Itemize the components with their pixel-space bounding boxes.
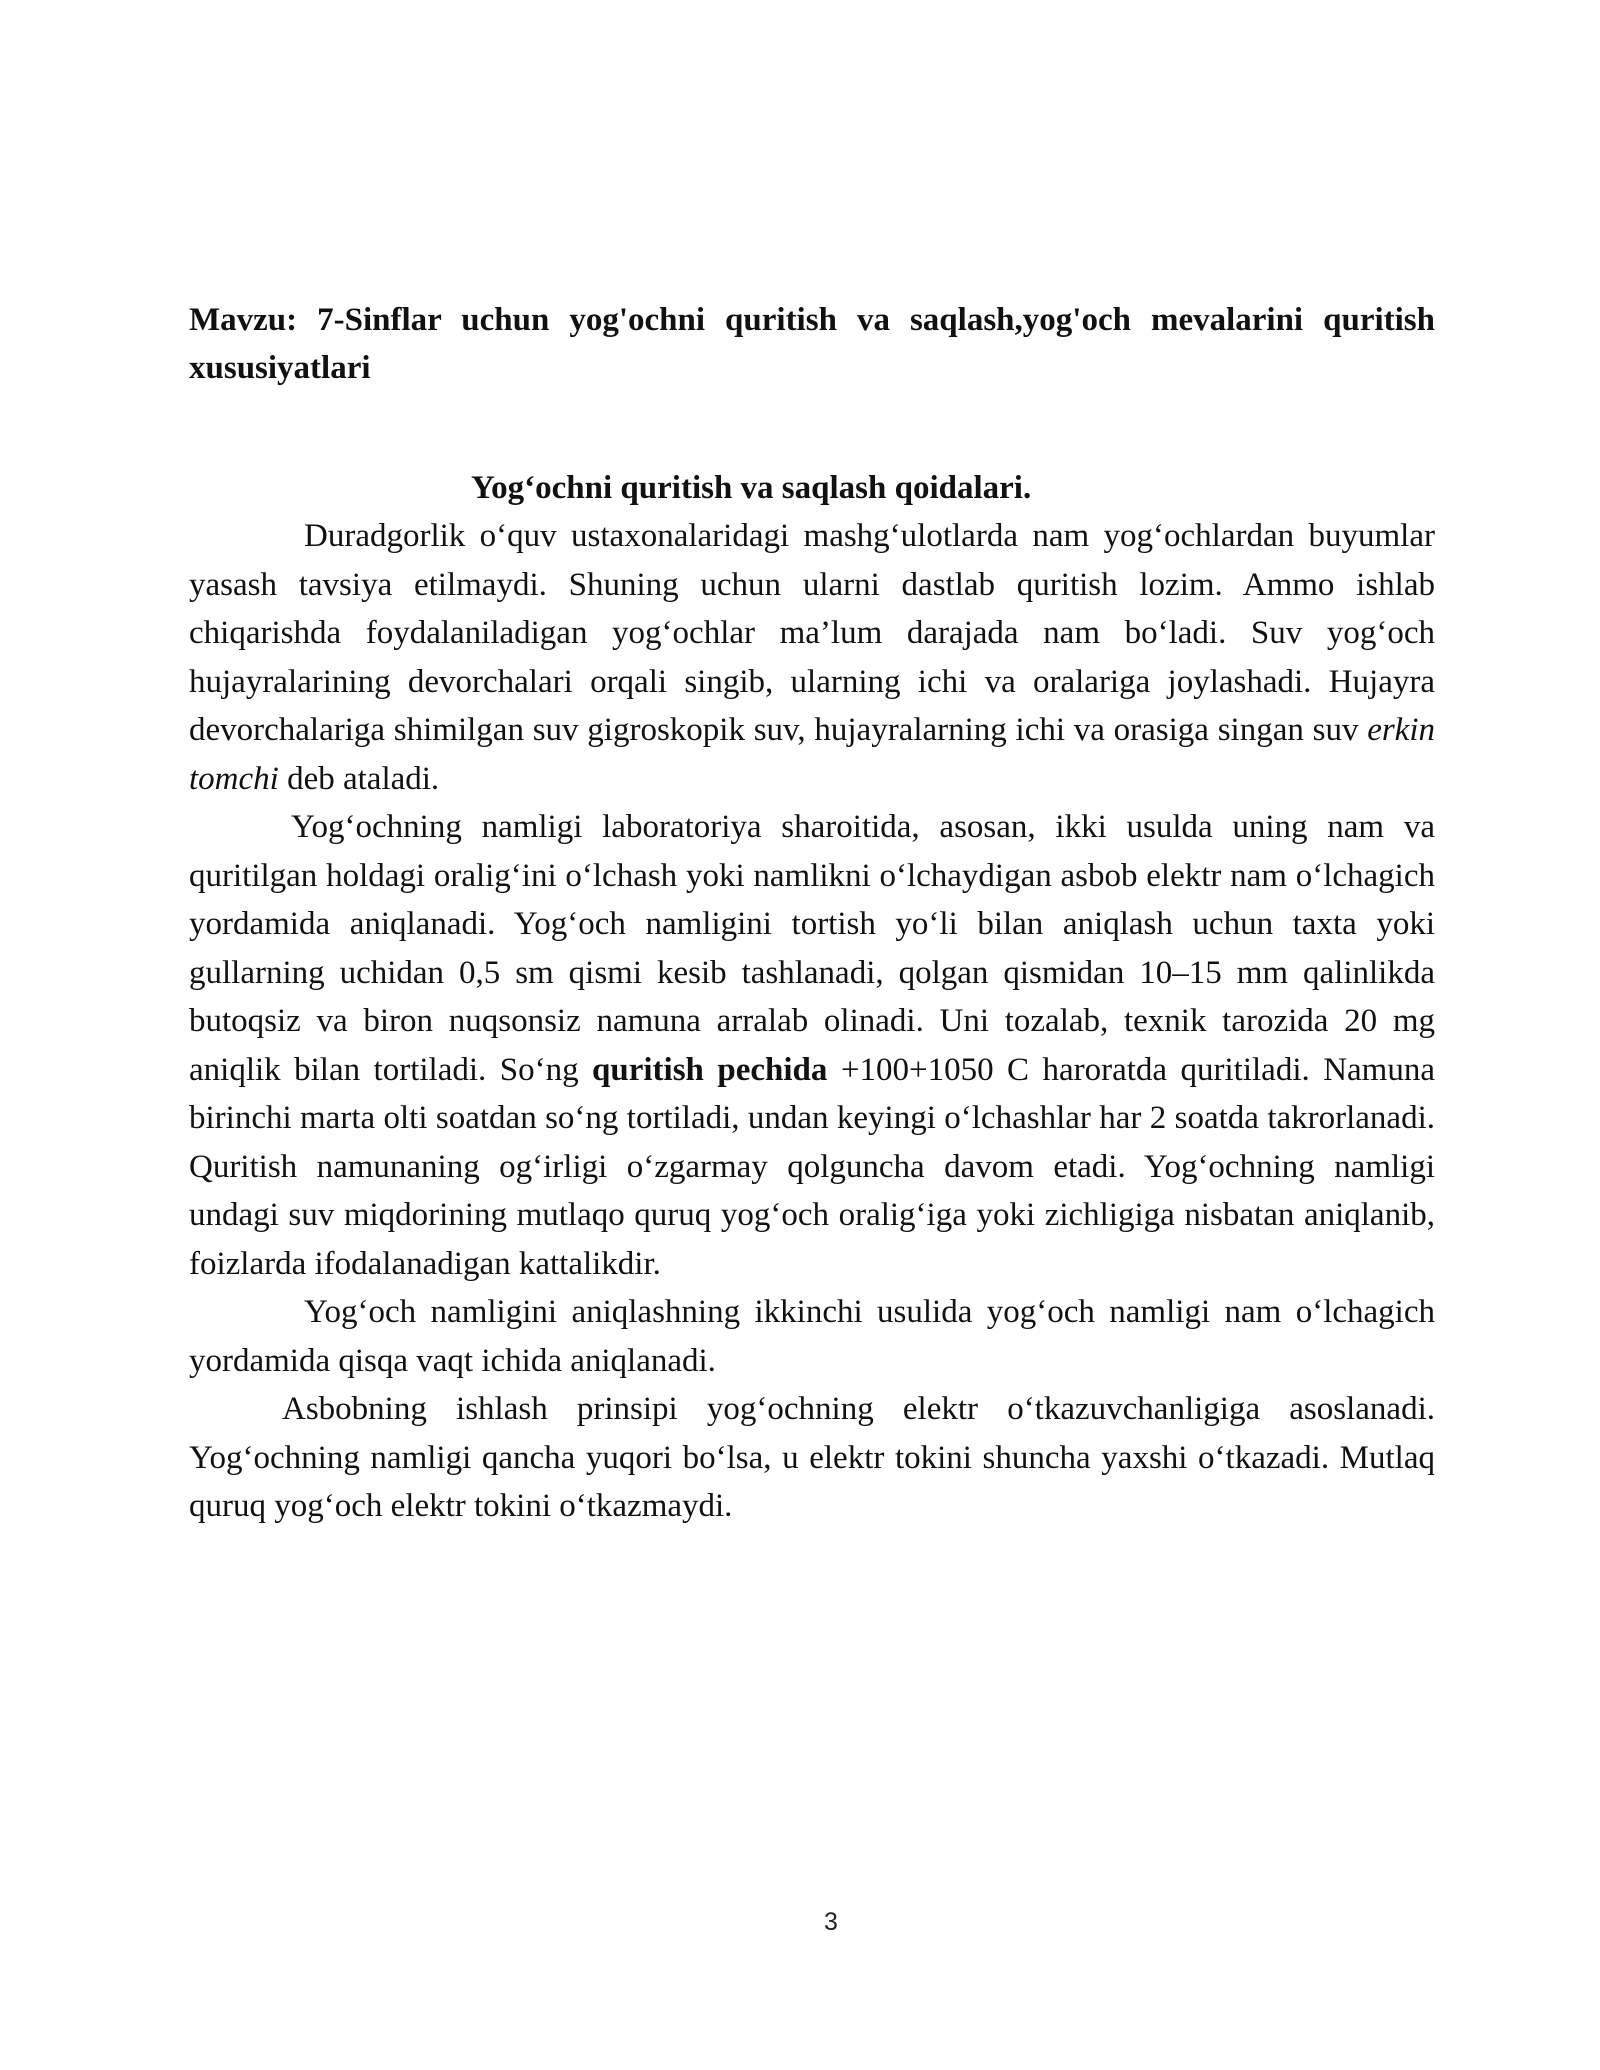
- paragraph-1: [189, 512, 1435, 803]
- section-title: Yog‘ochni quritish va saqlash qoidalari.: [471, 470, 1032, 506]
- paragraph-2: [189, 803, 1435, 1288]
- paragraph-4: Asbobning ishlash prinsipi yog‘ochning elektr o‘tkazuvchanligiga asoslanadi. Yog‘ochning namligi qancha yuqori bo‘lsa, u elektr tokini shuncha yaxshi o‘tkazadi. Mutlaq quruq yog‘och elektr tokini o‘tkazmaydi.: [189, 1391, 1435, 1524]
- page-content: [189, 296, 1435, 1531]
- bold-term: quritish pechida: [592, 1051, 828, 1088]
- italic-term: erkin tomchi: [189, 712, 1435, 797]
- paragraph-3: Yog‘och namligini aniqlashning ikkinchi usulida yog‘och namligi nam o‘lchagich yordamida qisqa vaqt ichida aniqlanadi.: [189, 1294, 1435, 1379]
- topic-heading: Mavzu: 7-Sinflar uchun yog'ochni quritish va saqlash,yog'och mevalarini quritish xususiyatlari: [189, 302, 1435, 386]
- paragraph-1-text: Duradgorlik o‘quv ustaxonalaridagi mashg‘ulotlarda nam yog‘ochlardan buyumlar yasash tavsiya etilmaydi. Shuning uchun ularni dastlab quritish lozim. Ammo ishlab chiqarishda foydalaniladigan yog‘ochlar ma’lum darajada nam bo‘ladi. Suv yog‘och hujayralarining devorchalari orqali singib, ularning ichi va oralariga joylashadi. Hujayra devorchalariga shimilgan suv gigroskopik suv, hujayralarning ichi va orasiga singan suv: [189, 518, 1435, 748]
- paragraph-1-text-end: deb ataladi.: [278, 760, 440, 797]
- paragraph-2-text: Yog‘ochning namligi laboratoriya sharoitida, asosan, ikki usulda uning nam va quritilgan holdagi oralig‘ini o‘lchash yoki namlikni o‘lchaydigan asbob elektr nam o‘lchagich yordamida aniqlanadi. Yog‘och namligini tortish yo‘li bilan aniqlash uchun taxta yoki gullarning uchidan 0,5 sm qismi kesib tashlanadi, qolgan qismidan 10–15 mm qalinlikda butoqsiz va biron nuqsonsiz namuna arralab olinadi. Uni tozalab, texnik tarozida 20 mg aniqlik bilan tortiladi. So‘ng: [189, 809, 1435, 1088]
- page-number: 3: [824, 1908, 838, 1936]
- paragraph-2-text-end: +100+1050 C haroratda quritiladi. Namuna birinchi marta olti soatdan so‘ng tortiladi, undan keyingi o‘lchashlar har 2 soatda takrorlanadi. Quritish namunaning og‘irligi o‘zgarmay qolguncha davom etadi. Yog‘ochning namligi undagi suv miqdorining mutlaqo quruq yog‘och oralig‘iga yoki zichligiga nisbatan aniqlanib, foizlarda ifodalanadigan kattalikdir.: [189, 1051, 1435, 1282]
